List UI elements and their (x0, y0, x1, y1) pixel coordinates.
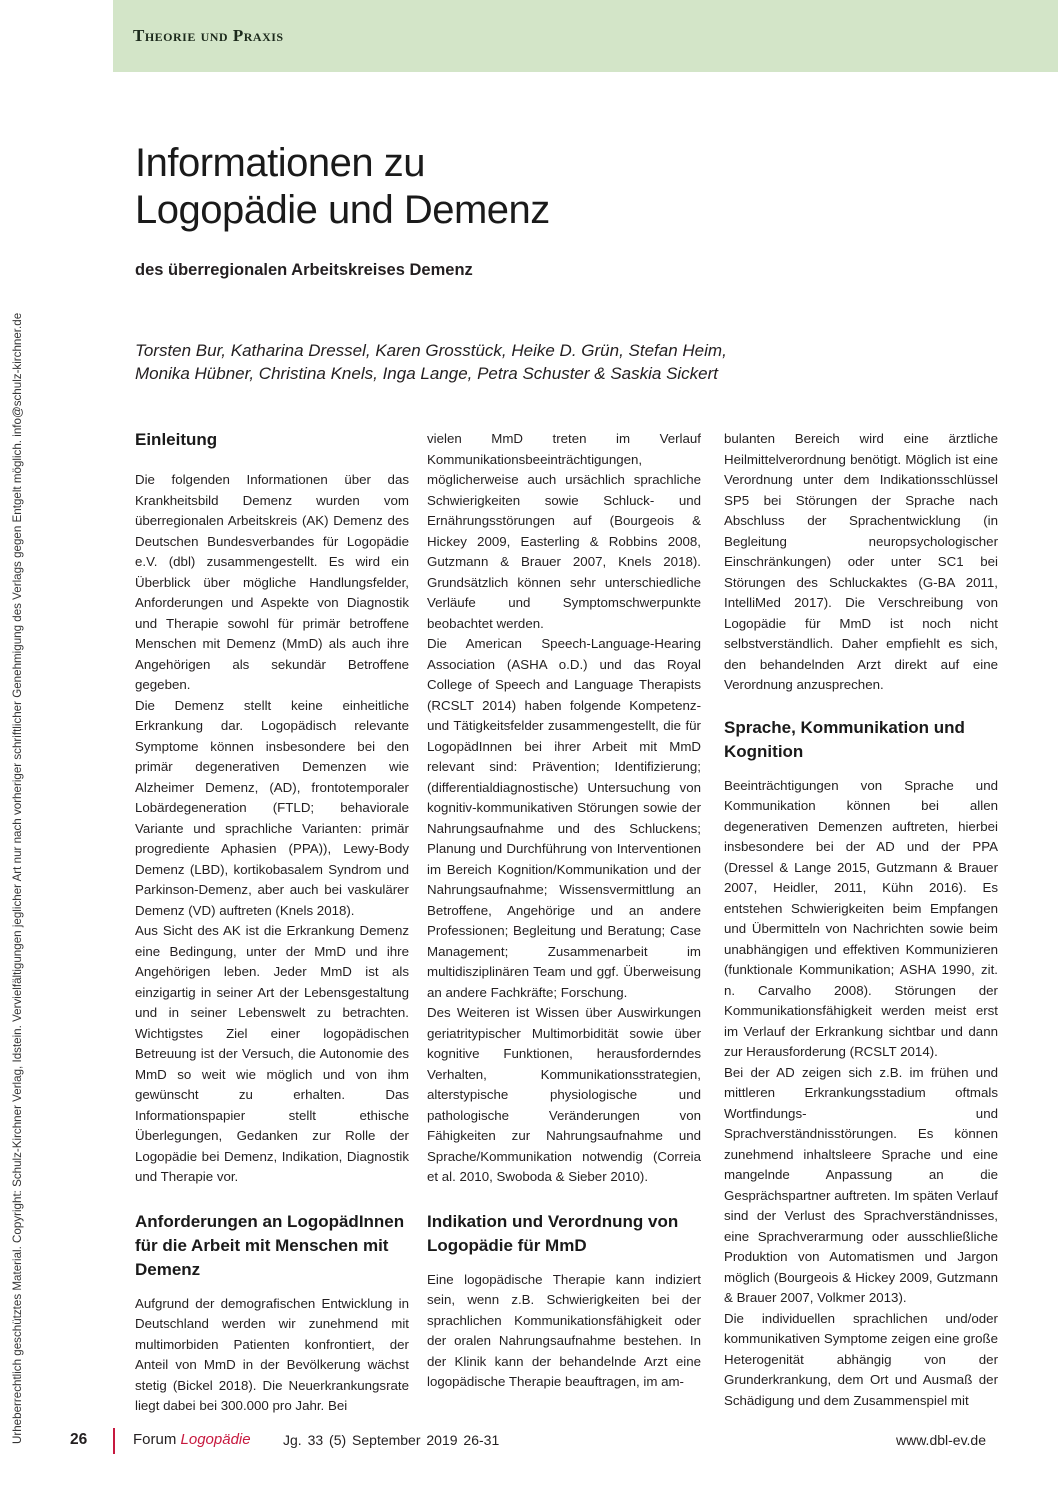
journal-logo: Logopädie (180, 1431, 251, 1448)
title-line: Logopädie und Demenz (135, 188, 550, 232)
paragraph: Aufgrund der demografischen Entwicklung in Deutschland werden wir zunehmend mit multimorbiden Patienten konfrontiert, der Anteil von MmD in der Bevölkerung wächst stetig (Bickel 2018). Die Neuerkrankungsrate liegt dabei bei 300.000 pro Jahr. Bei (135, 1295, 409, 1413)
text-column-1 (135, 428, 409, 1417)
heading-einleitung: Einleitung (135, 430, 218, 449)
text-column-3 (724, 429, 998, 1411)
article-authors (135, 339, 735, 385)
text-column-2 (427, 429, 701, 1393)
journal-name (133, 1431, 251, 1448)
paragraph: Beeinträchtigungen von Sprache und Kommunikation können bei allen degenerativen Demenzen auftreten, hierbei insbesondere bei der AD und der PPA (Dressel & Lange 2015, Gutzmann & Brauer 2007, Heidler, 2011, Kühn 2016). Es entstehen Schwierigkeiten beim Empfangen und Übermitteln von Nachrichten sowie beim unabhängigen und effektiven Kommunizieren (funktionale Kommunikation; ASHA 1990, zit. n. Carvalho 2008). Störungen der Kommunikationsfähigkeit werden meist erst im Verlauf der Erkrankung sichtbar und dann zur Herausforderung (RCSLT 2014). (724, 777, 998, 1059)
heading-indikation: Indikation und Verordnung von Logopädie für MmD (427, 1211, 679, 1255)
authors-line: Monika Hübner, Christina Knels, Inga Lange, Petra Schuster & Saskia Sickert (135, 364, 719, 383)
heading-sprache: Sprache, Kommunikation und Kognition (724, 717, 965, 761)
paragraph: Die Demenz stellt keine einheitliche Erkrankung dar. Logopädisch relevante Symptome können insbesondere bei den primär degenerativen Demenzen wie Alzheimer Demenz, (AD), frontotemporaler Lobärdegeneration (FTLD; behaviorale Variante und sprachliche Varianten: primär progrediente Aphasien (PPA)), Lewy-Body Demenz (LBD), kortikobasalem Syndrom und Parkinson-Demenz, aber auch bei vaskulärer Demenz (VD) auftreten (Knels 2018). (135, 697, 409, 918)
issue-meta: Jg. 33 (5) September 2019 26-31 (283, 1432, 500, 1448)
paragraph: Die American Speech-Language-Hearing Association (ASHA o.D.) und das Royal College of Speech and Language Therapists (RCSLT 2014) haben folgende Kompetenz- und Tätigkeitsfelder zusammengestellt, die für LogopädInnen bei ihrer Arbeit mit MmD relevant sind: Prävention; Identifizierung; (differentialdiagnostische) Untersuchung von kognitiv-kommunikativen Störungen sowie der Nahrungsaufnahme und des Schluckens; Planung und Durchführung von Interventionen im Bereich Kognition/Kommunikation und der Nahrungsaufnahme; Wissensvermittlung an Betroffene, Angehörige und an andere Professionen; Begleitung und Beratung; Case Management; Zusammenarbeit im multidisziplinären Team und ggf. Überweisung an andere Fachkräfte; Forschung. (427, 636, 701, 1000)
journal-forum: Forum (133, 1431, 177, 1448)
paragraph: Eine logopädische Therapie kann indiziert sein, wenn z.B. Schwierigkeiten bei der sprachlichen Kommunikationsfähigkeit oder der oralen Nahrungsaufnahme bestehen. In der Klinik kann der behandelnde Arzt eine logopädische Therapie beauftragen, im am- (427, 1271, 701, 1389)
heading-anforderungen: Anforderungen an LogopädInnen für die Arbeit mit Menschen mit Demenz (135, 1211, 405, 1279)
paragraph: Die folgenden Informationen über das Krankheitsbild Demenz wurden vom überregionalen Arbeitskreis (AK) Demenz des Deutschen Bundesverbandes für Logopädie e.V. (dbl) zusammengestellt. Es wird ein Überblick über mögliche Handlungsfelder, Anforderungen und Aspekte von Diagnostik und Therapie sowohl für primär betroffene Menschen mit Demenz (MmD) als auch ihre Angehörigen als sekundär Betroffene gegeben. (135, 472, 409, 692)
authors-line: Torsten Bur, Katharina Dressel, Karen Grosstück, Heike D. Grün, Stefan Heim, (135, 341, 727, 360)
article-title (135, 140, 695, 234)
paragraph: bulanten Bereich wird eine ärztliche Heilmittelverordnung benötigt. Möglich ist eine Verordnung unter dem Indikationsschlüssel SP5 bei Störungen der Sprache nach Abschluss der Sprachentwicklung (in Begleitung neuropsychologischer Einschränkungen) oder unter SC1 bei Störungen des Schluckaktes (G-BA 2011, IntelliMed 2017). Die Verschreibung von Logopädie für MmD ist noch nicht selbstverständlich. Daher empfiehlt es sich, den behandelnden Arzt direkt auf eine Verordnung anzusprechen. (724, 431, 998, 692)
page-number: 26 (70, 1431, 88, 1448)
title-line: Informationen zu (135, 141, 425, 185)
paragraph: Die individuellen sprachlichen und/oder kommunikativen Symptome zeigen eine große Heterogenität abhängig von der Grunderkrankung, dem Ort und Ausmaß der Schädigung und dem Zusammenspiel mit (724, 1310, 998, 1408)
copyright-side-note: Urheberrechtlich geschütztes Material. Copyright: Schulz-Kirchner Verlag, Idstein. Vervielfältigungen jeglicher Art nur nach vorheriger schriftlicher Genehmigung des Verlags gegen Entgelt möglich. info@schulz-kirchner.de (11, 312, 24, 1444)
paragraph: Des Weiteren ist Wissen über Auswirkungen geriatritypischer Multimorbidität sowie über kognitive Funktionen, herausforderndes Verhalten, Kommunikationsstrategien, alterstypische physiologische und pathologische Veränderungen von Fähigkeiten zur Nahrungsaufnahme und Sprache/Kommunikation notwendig (Correia et al. 2010, Swoboda & Sieber 2010). (427, 1005, 701, 1184)
article-subtitle: des überregionalen Arbeitskreises Demenz (135, 261, 473, 279)
paragraph: Aus Sicht des AK ist die Erkrankung Demenz eine Bedingung, unter der MmD und ihre Angehörigen leben. Jeder MmD ist als einzigartig in seiner Art der Lebensgestaltung und in seiner Lebenswelt zu betrachten. Wichtigstes Ziel einer logopädischen Betreuung ist der Versuch, die Autonomie des MmD so weit wie möglich und von ihm gewünscht zu erhalten. Das Informationspapier stellt ethische Überlegungen, Gedanken zur Rolle der Logopädie bei Demenz, Indikation, Diagnostik und Therapie vor. (135, 923, 409, 1184)
footer-divider (113, 1428, 115, 1454)
footer-url[interactable]: www.dbl-ev.de (896, 1432, 987, 1448)
paragraph: Bei der AD zeigen sich z.B. im frühen und mittleren Erkrankungsstadium oftmals Wortfindungs- und Sprachverständnisstörungen. Es können zunehmend inhaltsleere Sprache und eine mangelnde Anpassung an die Gesprächspartner auftreten. Im späten Verlauf sind der Verlust des Sprachverständnisses, eine Sprachverarmung oder ausschließliche Produktion von Automatismen und Jargon möglich (Bourgeois & Hickey 2009, Gutzmann & Brauer 2007, Volkmer 2013). (724, 1064, 998, 1305)
section-label: Theorie und Praxis (133, 26, 284, 45)
paragraph: vielen MmD treten im Verlauf Kommunikationsbeeinträchtigungen, möglicherweise auch ursächlich sprachliche Schwierigkeiten sowie Schluck- und Ernährungsstörungen auf (Bourgeois & Hickey 2009, Easterling & Robbins 2008, Gutzmann & Brauer 2007, Knels 2018). Grundsätzlich können sehr unterschiedliche Verläufe und Symptomschwerpunkte beobachtet werden. (427, 431, 701, 631)
